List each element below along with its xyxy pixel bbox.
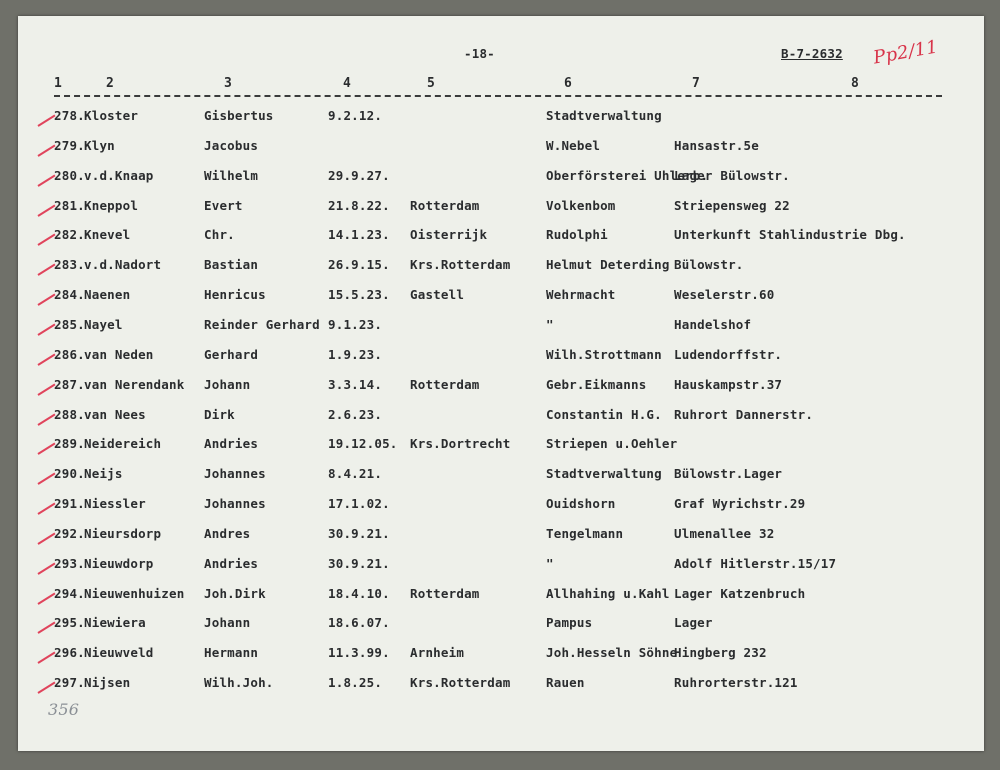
address: Bülowstr. [674, 257, 744, 273]
given-name: Hermann [204, 645, 259, 661]
entry-number: 293. [54, 555, 85, 571]
employer: " [546, 316, 554, 332]
table-row [18, 436, 984, 464]
birthplace: Rotterdam [410, 585, 480, 601]
entry-number: 284. [54, 287, 85, 303]
birth-date: 29.9.27. [328, 167, 390, 183]
address: Adolf Hitlerstr.15/17 [674, 555, 837, 571]
entry-number: 278. [54, 108, 85, 123]
table-row [18, 645, 984, 673]
given-name: Joh.Dirk [204, 585, 266, 601]
employer: Wilh.Strottmann [546, 346, 662, 362]
birth-date: 3.3.14. [328, 376, 383, 392]
check-mark [37, 323, 55, 335]
birth-date: 2.6.23. [328, 406, 383, 422]
birthplace: Krs.Dortrecht [410, 436, 511, 452]
surname: Nayel [84, 316, 123, 332]
table-row [18, 556, 984, 584]
employer: Ouidshorn [546, 496, 616, 512]
check-mark [37, 682, 55, 694]
table-row [18, 675, 984, 703]
surname: Nijsen [84, 675, 131, 691]
check-mark [37, 443, 55, 455]
surname: v.d.Nadort [84, 257, 162, 273]
employer: W.Nebel [546, 137, 601, 153]
table-row [18, 227, 984, 255]
employer: Constantin H.G. [546, 406, 662, 422]
birth-date: 11.3.99. [328, 645, 390, 661]
address: Handelshof [674, 316, 752, 332]
birthplace: Rotterdam [410, 197, 480, 213]
table-row [18, 287, 984, 315]
check-mark [37, 503, 55, 515]
address: Weselerstr.60 [674, 287, 775, 303]
check-mark [37, 353, 55, 365]
table-row [18, 138, 984, 166]
column-number: 7 [692, 76, 701, 91]
given-name: Andries [204, 555, 259, 571]
check-mark [37, 473, 55, 485]
surname: Nieuwdorp [84, 555, 154, 571]
address: Bülowstr.Lager [674, 466, 783, 482]
table-row [18, 526, 984, 554]
entry-number: 294. [54, 585, 85, 601]
given-name: Dirk [204, 406, 235, 422]
entry-number: 286. [54, 346, 85, 362]
document-reference: B-7-2632 [781, 46, 843, 61]
surname: Klyn [84, 137, 115, 153]
employer: Rudolphi [546, 227, 608, 243]
table-row [18, 407, 984, 435]
table-row [18, 257, 984, 285]
surname: van Nees [84, 406, 146, 422]
given-name: Johann [204, 615, 251, 631]
given-name: Johannes [204, 466, 266, 482]
birth-date: 30.9.21. [328, 555, 390, 571]
birth-date: 26.9.15. [328, 257, 390, 273]
birthplace: Gastell [410, 287, 465, 303]
address: Hingberg 232 [674, 645, 767, 661]
birth-date: 1.8.25. [328, 675, 383, 691]
column-number: 2 [106, 76, 115, 91]
check-mark [37, 562, 55, 574]
surname: Kneppol [84, 197, 139, 213]
entry-number: 283. [54, 257, 85, 273]
employer: " [546, 555, 554, 571]
surname: Kloster [84, 108, 139, 123]
address: Graf Wyrichstr.29 [674, 496, 806, 512]
column-number: 6 [564, 76, 573, 91]
employer: Oberförsterei Uhlerb. [546, 167, 709, 183]
given-name: Evert [204, 197, 243, 213]
check-mark [37, 592, 55, 604]
birthplace: Rotterdam [410, 376, 480, 392]
birth-date: 15.5.23. [328, 287, 390, 303]
table-row [18, 466, 984, 494]
given-name: Wilh.Joh. [204, 675, 274, 691]
table-row [18, 496, 984, 524]
check-mark [37, 174, 55, 186]
address: Unterkunft Stahlindustrie Dbg. [674, 227, 906, 243]
table-row [18, 347, 984, 375]
entry-number: 289. [54, 436, 85, 452]
employer: Rauen [546, 675, 585, 691]
employer: Helmut Deterding [546, 257, 670, 273]
entry-number: 281. [54, 197, 85, 213]
check-mark [37, 383, 55, 395]
address: Hauskampstr.37 [674, 376, 783, 392]
birth-date: 30.9.21. [328, 525, 390, 541]
address: Ruhrort Dannerstr. [674, 406, 814, 422]
header-divider [54, 95, 942, 97]
birthplace: Krs.Rotterdam [410, 675, 511, 691]
check-mark [37, 413, 55, 425]
document-sheet [18, 16, 984, 751]
table-row [18, 168, 984, 196]
given-name: Gisbertus [204, 108, 274, 123]
given-name: Gerhard [204, 346, 259, 362]
given-name: Chr. [204, 227, 235, 243]
entry-number: 291. [54, 496, 85, 512]
address: Lager Katzenbruch [674, 585, 806, 601]
entry-number: 288. [54, 406, 85, 422]
given-name: Henricus [204, 287, 266, 303]
column-number: 5 [427, 76, 436, 91]
birth-date: 21.8.22. [328, 197, 390, 213]
table-row [18, 586, 984, 614]
table-row [18, 615, 984, 643]
entry-number: 295. [54, 615, 85, 631]
column-number: 8 [851, 76, 860, 91]
table-row [18, 198, 984, 226]
address: Hansastr.5e [674, 137, 759, 153]
surname: Knevel [84, 227, 131, 243]
check-mark [37, 115, 55, 127]
check-mark [37, 264, 55, 276]
surname: Niessler [84, 496, 146, 512]
entry-number: 285. [54, 316, 85, 332]
entry-number: 279. [54, 137, 85, 153]
entry-number: 297. [54, 675, 85, 691]
table-row [18, 377, 984, 405]
employer: Stadtverwaltung [546, 466, 662, 482]
surname: van Nerendank [84, 376, 185, 392]
surname: v.d.Knaap [84, 167, 154, 183]
surname: Neidereich [84, 436, 162, 452]
given-name: Reinder Gerhard [204, 316, 320, 332]
birth-date: 8.4.21. [328, 466, 383, 482]
surname: Nieuwenhuizen [84, 585, 185, 601]
check-mark [37, 234, 55, 246]
entry-number: 292. [54, 525, 85, 541]
column-number: 3 [224, 76, 233, 91]
employer: Pampus [546, 615, 593, 631]
birth-date: 17.1.02. [328, 496, 390, 512]
birth-date: 19.12.05. [328, 436, 398, 452]
employer: Volkenbom [546, 197, 616, 213]
given-name: Johannes [204, 496, 266, 512]
handwritten-mark: Pp2/11 [871, 36, 940, 69]
employer: Stadtverwaltung [546, 108, 662, 123]
employer: Wehrmacht [546, 287, 616, 303]
given-name: Andres [204, 525, 251, 541]
surname: van Neden [84, 346, 154, 362]
folio-note: 356 [48, 700, 80, 719]
surname: Niewiera [84, 615, 146, 631]
birthplace: Arnheim [410, 645, 465, 661]
entry-number: 296. [54, 645, 85, 661]
given-name: Bastian [204, 257, 259, 273]
birth-date: 18.4.10. [328, 585, 390, 601]
address: Striepensweg 22 [674, 197, 790, 213]
given-name: Jacobus [204, 137, 259, 153]
check-mark [37, 144, 55, 156]
entry-number: 280. [54, 167, 85, 183]
surname: Nieuwveld [84, 645, 154, 661]
address: Ludendorffstr. [674, 346, 783, 362]
check-mark [37, 204, 55, 216]
check-mark [37, 532, 55, 544]
employer: Gebr.Eikmanns [546, 376, 647, 392]
birthplace: Krs.Rotterdam [410, 257, 511, 273]
given-name: Johann [204, 376, 251, 392]
entry-number: 290. [54, 466, 85, 482]
birth-date: 1.9.23. [328, 346, 383, 362]
birth-date: 9.2.12. [328, 108, 383, 123]
column-number: 1 [54, 76, 63, 91]
given-name: Andries [204, 436, 259, 452]
employer: Tengelmann [546, 525, 624, 541]
employer: Allhahing u.Kahl [546, 585, 670, 601]
entry-number: 282. [54, 227, 85, 243]
check-mark [37, 294, 55, 306]
entry-number: 287. [54, 376, 85, 392]
check-mark [37, 652, 55, 664]
address: Lager [674, 615, 713, 631]
address: Lager Bülowstr. [674, 167, 790, 183]
page-number: -18- [464, 46, 495, 61]
address: Ruhrorterstr.121 [674, 675, 798, 691]
given-name: Wilhelm [204, 167, 259, 183]
table-row [18, 108, 984, 136]
surname: Neijs [84, 466, 123, 482]
employer: Joh.Hesseln Söhne [546, 645, 678, 661]
birthplace: Oisterrijk [410, 227, 488, 243]
birth-date: 14.1.23. [328, 227, 390, 243]
birth-date: 9.1.23. [328, 316, 383, 332]
address: Ulmenallee 32 [674, 525, 775, 541]
check-mark [37, 622, 55, 634]
surname: Nieursdorp [84, 525, 162, 541]
column-number: 4 [343, 76, 352, 91]
birth-date: 18.6.07. [328, 615, 390, 631]
table-row [18, 317, 984, 345]
employer: Striepen u.Oehler [546, 436, 678, 452]
surname: Naenen [84, 287, 131, 303]
